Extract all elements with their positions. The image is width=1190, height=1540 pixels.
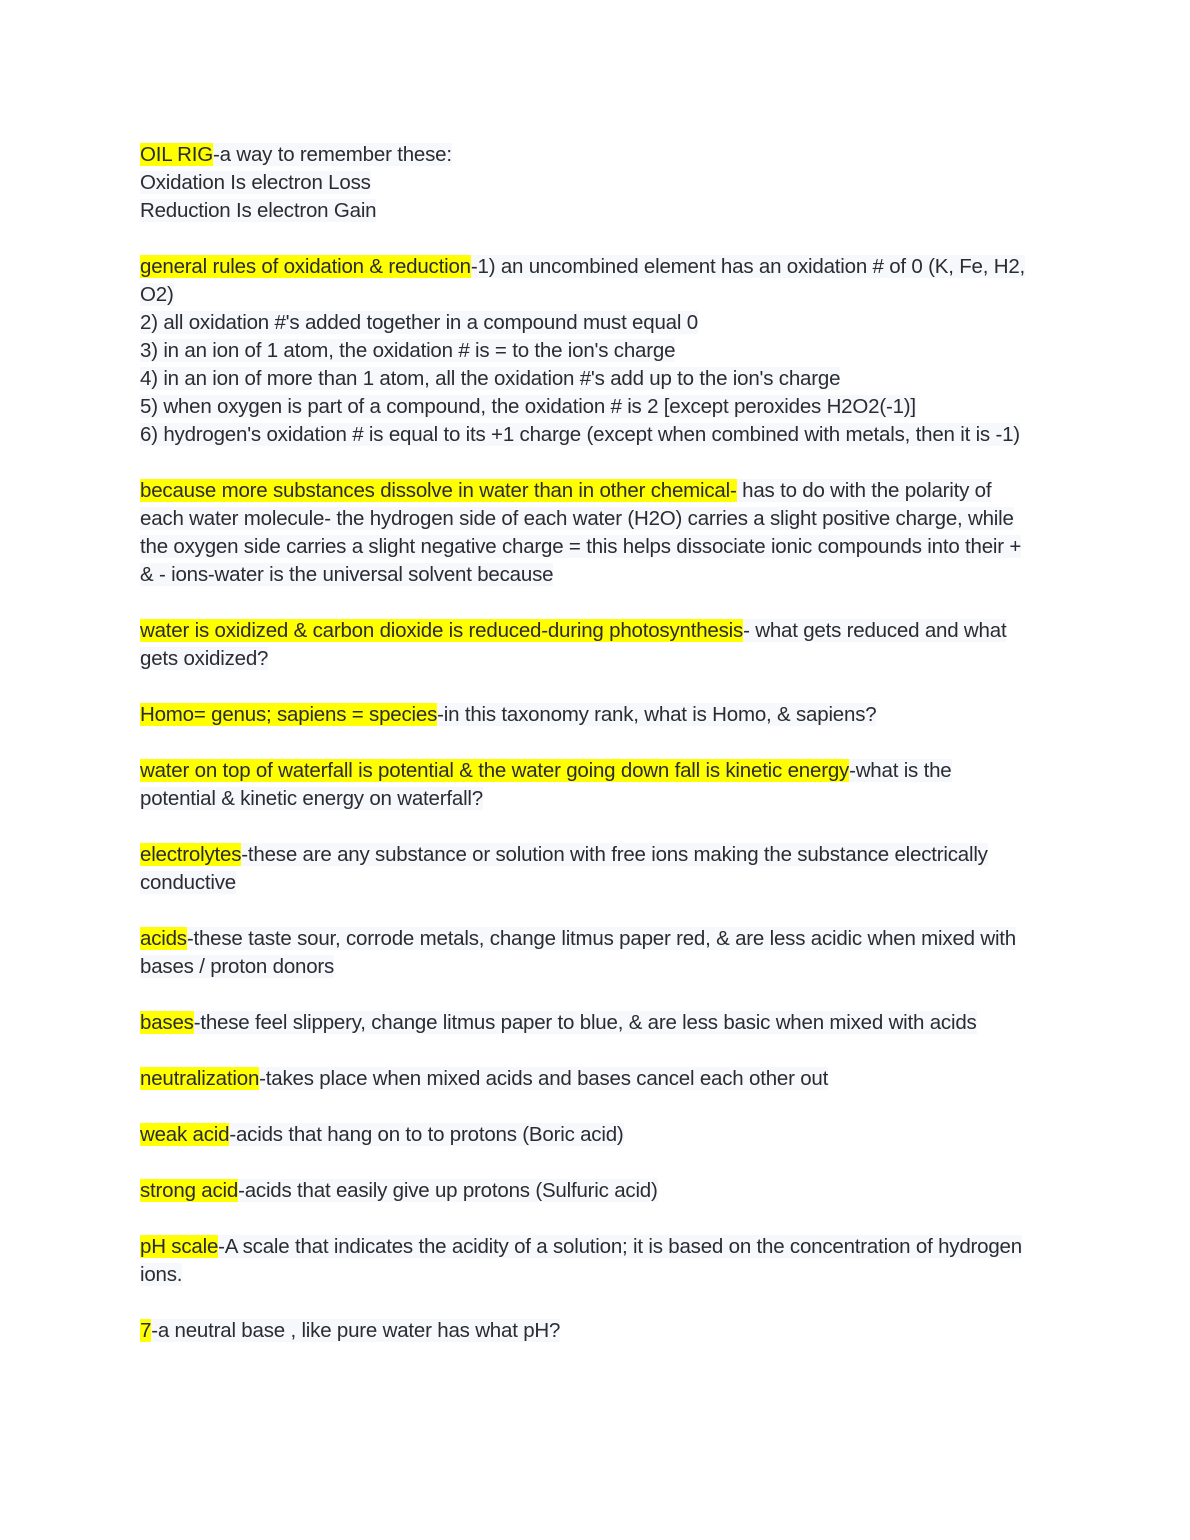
note-oil-rig xyxy=(140,141,1060,225)
highlighted-term: water is oxidized & carbon dioxide is reduced-during photosynthesis xyxy=(140,619,744,642)
note-text: conductive xyxy=(140,871,237,894)
rule-5: 5) when oxygen is part of a compound, the oxidation # is 2 [except peroxides H2O2(-1)] xyxy=(140,395,916,418)
note-text: potential & kinetic energy on waterfall? xyxy=(140,787,483,810)
note-acids xyxy=(140,925,1060,981)
note-oxidation-rules xyxy=(140,253,1060,449)
note-text: -acids that easily give up protons (Sulfuric acid) xyxy=(238,1179,658,1202)
highlighted-term: weak acid xyxy=(140,1123,230,1146)
note-text: -1) an uncombined element has an oxidation # of 0 (K, Fe, H2, xyxy=(470,255,1026,278)
note-text: each water molecule- the hydrogen side of each water (H2O) carries a slight positive charge, while xyxy=(140,507,1014,530)
note-text: - what gets reduced and what xyxy=(743,619,1007,642)
note-text: gets oxidized? xyxy=(140,647,269,670)
highlighted-term: OIL RIG xyxy=(140,143,214,166)
note-text: -acids that hang on to to protons (Boric acid) xyxy=(229,1123,624,1146)
note-text: -these taste sour, corrode metals, change litmus paper red, & are less acidic when mixed with xyxy=(186,927,1016,950)
highlighted-term: electrolytes xyxy=(140,843,242,866)
note-text: -takes place when mixed acids and bases cancel each other out xyxy=(259,1067,829,1090)
note-ph-scale xyxy=(140,1233,1060,1289)
note-photosynthesis xyxy=(140,617,1060,673)
note-text: & - ions-water is the universal solvent because xyxy=(140,563,554,586)
note-universal-solvent xyxy=(140,477,1060,589)
note-text: the oxygen side carries a slight negative charge = this helps dissociate ionic compounds into their + xyxy=(140,535,1022,558)
highlighted-term: because more substances dissolve in water than in other chemical- xyxy=(140,479,737,502)
highlighted-term: water on top of waterfall is potential & the water going down fall is kinetic energy xyxy=(140,759,850,782)
rule-3: 3) in an ion of 1 atom, the oxidation # is = to the ion's charge xyxy=(140,339,676,362)
note-text: O2) xyxy=(140,283,174,306)
note-text: bases / proton donors xyxy=(140,955,335,978)
note-text: -these are any substance or solution with free ions making the substance electrically xyxy=(241,843,988,866)
note-text: Reduction Is electron Gain xyxy=(140,199,377,222)
note-text: Oxidation Is electron Loss xyxy=(140,171,371,194)
note-electrolytes xyxy=(140,841,1060,897)
note-text: -a way to remember these: xyxy=(213,143,452,166)
note-taxonomy xyxy=(140,701,1060,729)
note-weak-acid xyxy=(140,1121,1060,1149)
note-text: -what is the xyxy=(849,759,952,782)
document-page xyxy=(140,141,1060,1373)
rule-6: 6) hydrogen's oxidation # is equal to its +1 charge (except when combined with metals, then it is -1) xyxy=(140,423,1020,446)
note-strong-acid xyxy=(140,1177,1060,1205)
highlighted-term: pH scale xyxy=(140,1235,219,1258)
note-neutral-ph xyxy=(140,1317,1060,1345)
note-text: -A scale that indicates the acidity of a solution; it is based on the concentration of hydrogen xyxy=(218,1235,1022,1258)
highlighted-term: bases xyxy=(140,1011,194,1034)
note-text: -these feel slippery, change litmus paper to blue, & are less basic when mixed with acids xyxy=(193,1011,977,1034)
note-text: ions. xyxy=(140,1263,183,1286)
note-text: -a neutral base , like pure water has what pH? xyxy=(151,1319,561,1342)
note-text: has to do with the polarity of xyxy=(736,479,992,502)
rule-2: 2) all oxidation #'s added together in a compound must equal 0 xyxy=(140,311,698,334)
note-waterfall xyxy=(140,757,1060,813)
highlighted-term: neutralization xyxy=(140,1067,260,1090)
rule-4: 4) in an ion of more than 1 atom, all the oxidation #'s add up to the ion's charge xyxy=(140,367,841,390)
highlighted-term: 7 xyxy=(140,1319,152,1342)
highlighted-term: acids xyxy=(140,927,187,950)
note-text: -in this taxonomy rank, what is Homo, & sapiens? xyxy=(437,703,877,726)
highlighted-term: strong acid xyxy=(140,1179,239,1202)
highlighted-term: general rules of oxidation & reduction xyxy=(140,255,471,278)
highlighted-term: Homo= genus; sapiens = species xyxy=(140,703,438,726)
note-bases xyxy=(140,1009,1060,1037)
note-neutralization xyxy=(140,1065,1060,1093)
